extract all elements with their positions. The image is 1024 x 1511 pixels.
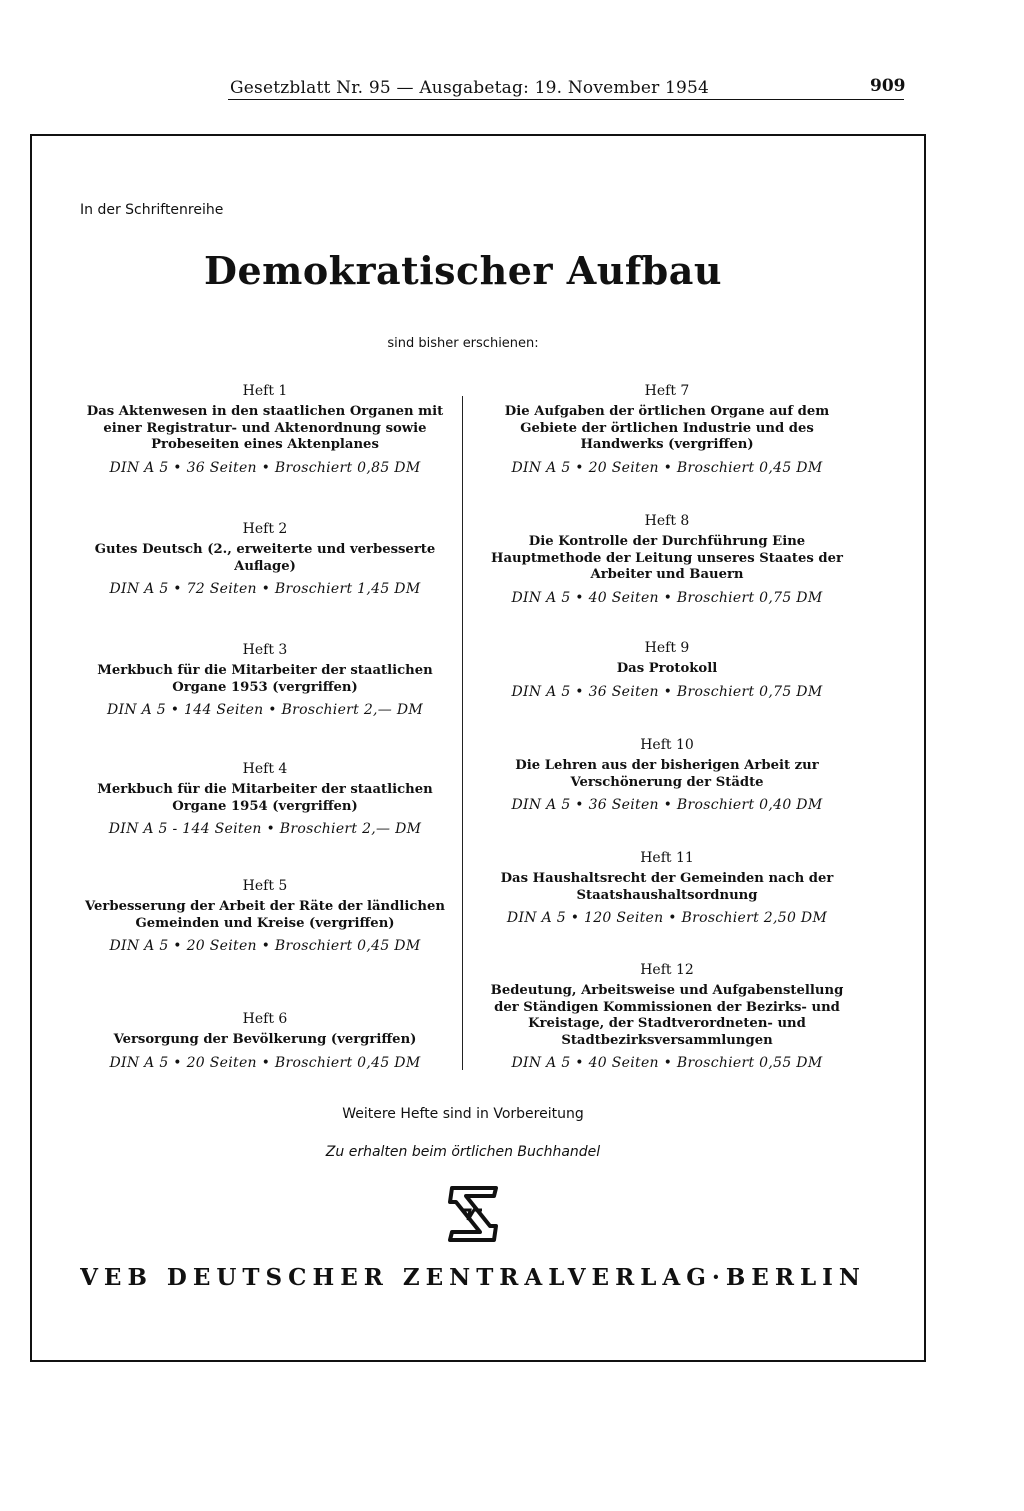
issue-specs: DIN A 5 • 20 Seiten • Broschiert 0,45 DM (109, 1054, 421, 1071)
issue-title: Verbesserung der Arbeit der Räte der ländlichen Gemeinden und Kreise (vergriffen) (85, 899, 445, 931)
issue-label: Heft 7 (644, 383, 690, 399)
issue-label: Heft 5 (242, 878, 288, 894)
issue-specs: DIN A 5 • 20 Seiten • Broschiert 0,45 DM (109, 938, 421, 954)
more-issues-note: Weitere Hefte sind in Vorbereitung (342, 1106, 584, 1122)
issue-title: Versorgung der Bevölkerung (vergriffen) (113, 1032, 417, 1047)
issue-specs: DIN A 5 • 120 Seiten • Broschiert 2,50 DM (506, 910, 828, 926)
issue-title: Die Lehren aus der bisherigen Arbeit zur Verschönerung der Städte (515, 758, 819, 790)
issue-label: Heft 12 (640, 962, 694, 978)
issue-title: Bedeutung, Arbeitsweise und Aufgabenstellung der Ständigen Kommissionen der Bezirks- und Kreistage, der Stadtverordneten- und Stadtbezirksversammlungen (490, 983, 844, 1048)
series-intro: In der Schriftenreihe (80, 202, 224, 218)
issue-label: Heft 6 (242, 1011, 288, 1027)
publisher-logo-icon (444, 1182, 504, 1246)
issue-specs: DIN A 5 • 36 Seiten • Broschiert 0,85 DM (109, 459, 421, 476)
issue-entry (477, 639, 857, 701)
issue-entry (75, 877, 455, 955)
issue-specs: DIN A 5 • 144 Seiten • Broschiert 2,— DM (106, 702, 424, 718)
issue-specs: DIN A 5 • 72 Seiten • Broschiert 1,45 DM (109, 581, 421, 597)
issue-entry (477, 736, 857, 814)
column-divider (462, 396, 463, 1070)
issue-label: Heft 10 (640, 737, 694, 753)
page-number: 909 (870, 76, 906, 96)
issue-label: Heft 8 (644, 513, 690, 529)
issue-title: Gutes Deutsch (2., erweiterte und verbesserte Auflage) (94, 542, 436, 574)
issue-title: Merkbuch für die Mitarbeiter der staatlichen Organe 1954 (vergriffen) (97, 782, 433, 814)
issue-specs: DIN A 5 • 36 Seiten • Broschiert 0,40 DM (511, 797, 823, 813)
issue-title: Die Kontrolle der Durchführung Eine Hauptmethode der Leitung unseres Staates der Arbeiter und Bauern (491, 534, 843, 582)
issue-specs: DIN A 5 • 40 Seiten • Broschiert 0,75 DM (511, 589, 823, 606)
issue-label: Heft 4 (242, 761, 288, 777)
issue-label: Heft 1 (242, 383, 288, 399)
issue-title: Die Aufgaben der örtlichen Organe auf dem Gebiete der örtlichen Industrie und des Handwerks (vergriffen) (504, 404, 830, 452)
issue-entry (75, 1010, 455, 1072)
series-title: Demokratischer Aufbau (203, 248, 722, 293)
issue-entry (75, 382, 455, 477)
issue-entry (477, 512, 857, 607)
issue-title: Das Aktenwesen in den staatlichen Organen mit einer Registratur- und Aktenordnung sowie Probeseiten eines Aktenplanes (86, 404, 444, 452)
issue-title: Das Haushaltsrecht der Gemeinden nach der Staatshaushaltsordnung (500, 871, 834, 903)
issue-entry (75, 760, 455, 838)
issue-entry (477, 961, 857, 1072)
issue-specs: DIN A 5 • 36 Seiten • Broschiert 0,75 DM (511, 683, 823, 700)
issue-title: Das Protokoll (616, 661, 718, 676)
issue-entry (477, 382, 857, 477)
issue-specs: DIN A 5 - 144 Seiten • Broschiert 2,— DM (108, 821, 422, 837)
issue-entry (75, 641, 455, 719)
issue-label: Heft 3 (242, 642, 288, 658)
issue-title: Merkbuch für die Mitarbeiter der staatlichen Organe 1953 (vergriffen) (97, 663, 433, 695)
issue-label: Heft 9 (644, 640, 690, 656)
series-subtitle: sind bisher erschienen: (387, 336, 539, 351)
header-rule (228, 99, 904, 100)
availability-note: Zu erhalten beim örtlichen Buchhandel (325, 1144, 601, 1160)
issue-specs: DIN A 5 • 20 Seiten • Broschiert 0,45 DM (511, 459, 823, 476)
issue-entry (477, 849, 857, 927)
publisher-name: VEB DEUTSCHER ZENTRALVERLAG·BERLIN (80, 1264, 866, 1291)
issue-entry (75, 520, 455, 598)
issue-label: Heft 11 (640, 850, 694, 866)
issue-specs: DIN A 5 • 40 Seiten • Broschiert 0,55 DM (511, 1055, 823, 1071)
running-head: Gesetzblatt Nr. 95 — Ausgabetag: 19. November 1954 (230, 78, 710, 98)
issue-label: Heft 2 (242, 521, 288, 537)
